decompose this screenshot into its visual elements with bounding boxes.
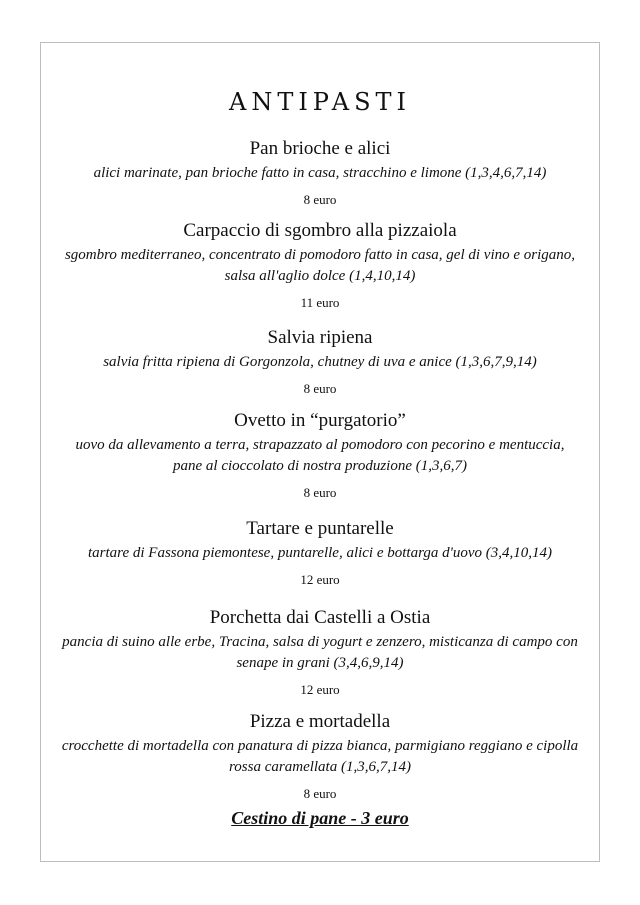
menu-item-name: Salvia ripiena (267, 327, 373, 348)
menu-item-description: pancia di suino alle erbe, Tracina, salsa di yogurt e zenzero, misticanza di campo con senape in grani (3,4,6,9,14) (62, 634, 578, 671)
menu-item-name: Tartare e puntarelle (246, 518, 394, 539)
menu-item-price: 8 euro (303, 381, 337, 396)
menu-item-name: Porchetta dai Castelli a Ostia (209, 607, 431, 628)
menu-item-description: salvia fritta ripiena di Gorgonzola, chutney di uva e anice (1,3,6,7,9,14) (103, 354, 537, 370)
menu-item-description: uovo da allevamento a terra, strapazzato al pomodoro con pecorino e mentuccia, pane al cioccolato di nostra produzione (1,3,6,7) (75, 437, 565, 474)
menu-item-description: sgombro mediterraneo, concentrato di pomodoro fatto in casa, gel di vino e origano, salsa all'aglio dolce (1,4,10,14) (64, 247, 576, 284)
menu-item-name: Carpaccio di sgombro alla pizzaiola (183, 220, 457, 241)
section-title: ANTIPASTI (228, 88, 412, 116)
menu-item-description: tartare di Fassona piemontese, puntarelle, alici e bottarga d'uovo (3,4,10,14) (88, 545, 552, 561)
bread-basket-price: Cestino di pane - 3 euro (231, 808, 409, 828)
menu-item-name: Pizza e mortadella (249, 711, 391, 732)
menu-item-price: 12 euro (300, 682, 340, 697)
menu-item-description: crocchette di mortadella con panatura di pizza bianca, parmigiano reggiano e cipolla rossa caramellata (1,3,6,7,14) (61, 738, 579, 775)
menu-item (60, 327, 580, 397)
menu-item (60, 410, 580, 501)
menu-item-price: 8 euro (303, 786, 337, 801)
menu-item (60, 711, 580, 802)
menu-item-price: 12 euro (300, 572, 340, 587)
menu-item-price: 11 euro (300, 295, 340, 310)
menu-item-description: alici marinate, pan brioche fatto in casa, stracchino e limone (1,3,4,6,7,14) (93, 165, 547, 181)
menu-item (60, 138, 580, 208)
menu-item (60, 607, 580, 698)
menu-item-name: Ovetto in “purgatorio” (234, 410, 406, 431)
menu-item-name: Pan brioche e alici (249, 138, 391, 159)
menu-item-price: 8 euro (303, 485, 337, 500)
menu-item (60, 518, 580, 588)
menu-item (60, 220, 580, 311)
menu-item-price: 8 euro (303, 192, 337, 207)
